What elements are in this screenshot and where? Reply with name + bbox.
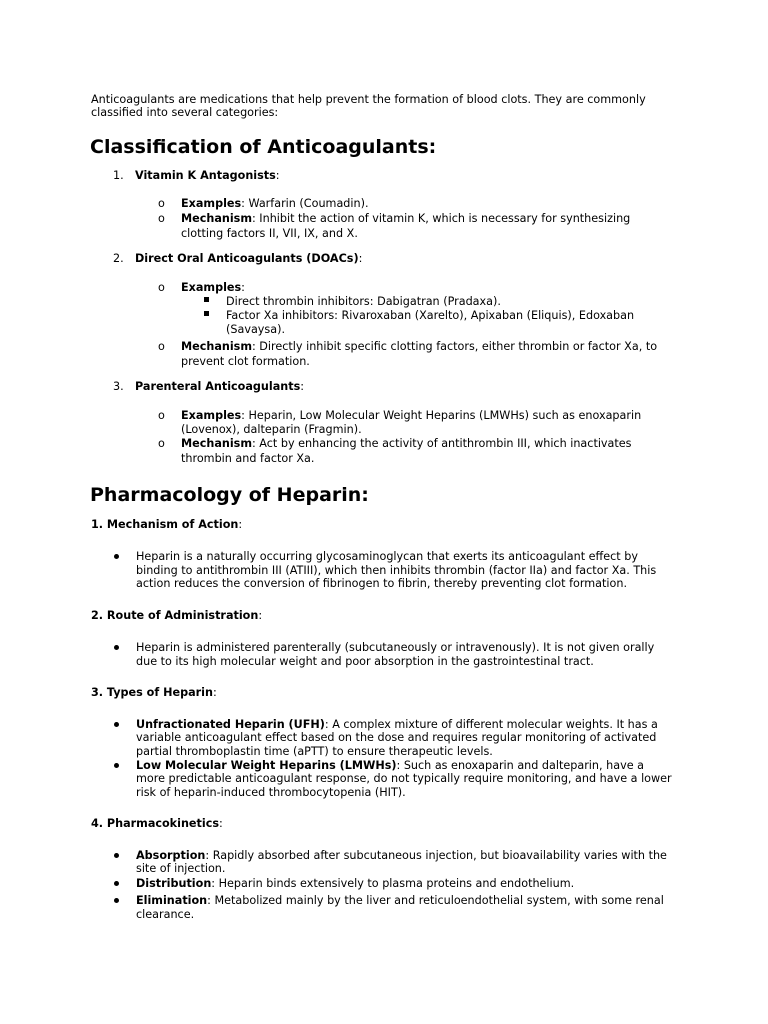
bullet-icon [114,763,119,768]
bullet-icon [114,853,119,858]
sub-marker: o [158,281,165,294]
section-4-title: 4. Pharmacokinetics: [91,817,223,830]
section-3-bullet-2: Low Molecular Weight Heparins (LMWHs): Such as enoxaparin and dalteparin, have a [136,759,644,772]
sub-marker: o [158,409,165,422]
square-bullet-icon [204,311,209,316]
section-1-title: 1. Mechanism of Action: [91,518,243,531]
item-1-mechanism: Mechanism: Inhibit the action of vitamin K, which is necessary for synthesizing [181,212,631,225]
item-2-sub-2-line-2: (Savaysa). [226,323,286,336]
item-2-sub-1: Direct thrombin inhibitors: Dabigatran (Pradaxa). [226,295,501,308]
section-3-bullet-2-line-3: risk of heparin-induced thrombocytopenia (HIT). [136,786,406,799]
section-1-line-3: action reduces the conversion of fibrinogen to fibrin, thereby preventing clot formation. [136,577,628,590]
bullet-icon [114,722,119,727]
classification-heading: Classification of Anticoagulants: [90,136,437,158]
item-2-mechanism-line-2: prevent clot formation. [181,355,310,368]
item-1-examples: Examples: Warfarin (Coumadin). [181,197,369,210]
pharmacology-heading: Pharmacology of Heparin: [90,484,369,506]
item-3-mechanism-line-2: thrombin and factor Xa. [181,452,315,465]
section-1-line-2: binding to antithrombin III (ATIII), which then inhibits thrombin (factor IIa) and factor Xa. This [136,564,657,577]
bullet-icon [114,898,119,903]
section-2-title: 2. Route of Administration: [91,609,263,622]
sub-marker: o [158,340,165,353]
bullet-icon [114,645,119,650]
section-4-bullet-3-line-2: clearance. [136,908,195,921]
item-2-mechanism: Mechanism: Directly inhibit specific clotting factors, either thrombin or factor Xa, to [181,340,658,353]
item-1-title: Vitamin K Antagonists: [135,169,280,182]
item-1-mechanism-line-2: clotting factors II, VII, IX, and X. [181,227,358,240]
bullet-icon [114,881,119,886]
section-4-bullet-1-line-2: site of injection. [136,862,226,875]
item-2-examples: Examples: [181,281,245,294]
sub-marker: o [158,437,165,450]
sub-marker: o [158,197,165,210]
item-3-examples-line-2: (Lovenox), dalteparin (Fragmin). [181,423,362,436]
section-4-bullet-1: Absorption: Rapidly absorbed after subcutaneous injection, but bioavailability varies with the [136,849,667,862]
bullet-icon [114,554,119,559]
section-4-bullet-3: Elimination: Metabolized mainly by the liver and reticuloendothelial system, with some renal [136,894,664,907]
item-3-examples: Examples: Heparin, Low Molecular Weight Heparins (LMWHs) such as enoxaparin [181,409,642,422]
section-3-title: 3. Types of Heparin: [91,686,217,699]
item-1-number: 1. [113,169,124,182]
section-3-bullet-1-line-2: variable anticoagulant effect based on the dose and requires regular monitoring of activated [136,731,657,744]
section-2-line-1: Heparin is administered parenterally (subcutaneously or intravenously). It is not given orally [136,641,655,654]
square-bullet-icon [204,297,209,302]
item-2-sub-2: Factor Xa inhibitors: Rivaroxaban (Xarelto), Apixaban (Eliquis), Edoxaban [226,309,635,322]
section-3-bullet-2-line-2: more predictable anticoagulant response, do not typically require monitoring, and have a lower [136,772,672,785]
sub-marker: o [158,212,165,225]
section-1-line-1: Heparin is a naturally occurring glycosaminoglycan that exerts its anticoagulant effect by [136,550,638,563]
item-2-title: Direct Oral Anticoagulants (DOACs): [135,252,363,265]
section-2-line-2: due to its high molecular weight and poor absorption in the gastrointestinal tract. [136,655,594,668]
item-3-mechanism: Mechanism: Act by enhancing the activity of antithrombin III, which inactivates [181,437,632,450]
item-3-number: 3. [113,380,124,393]
section-4-bullet-2: Distribution: Heparin binds extensively to plasma proteins and endothelium. [136,877,575,890]
item-2-number: 2. [113,252,124,265]
item-3-title: Parenteral Anticoagulants: [135,380,305,393]
intro-line-2: classified into several categories: [91,106,279,119]
section-3-bullet-1: Unfractionated Heparin (UFH): A complex mixture of different molecular weights. It has a [136,718,658,731]
section-3-bullet-1-line-3: partial thromboplastin time (aPTT) to ensure therapeutic levels. [136,745,493,758]
intro-line-1: Anticoagulants are medications that help prevent the formation of blood clots. They are commonly [91,93,646,106]
